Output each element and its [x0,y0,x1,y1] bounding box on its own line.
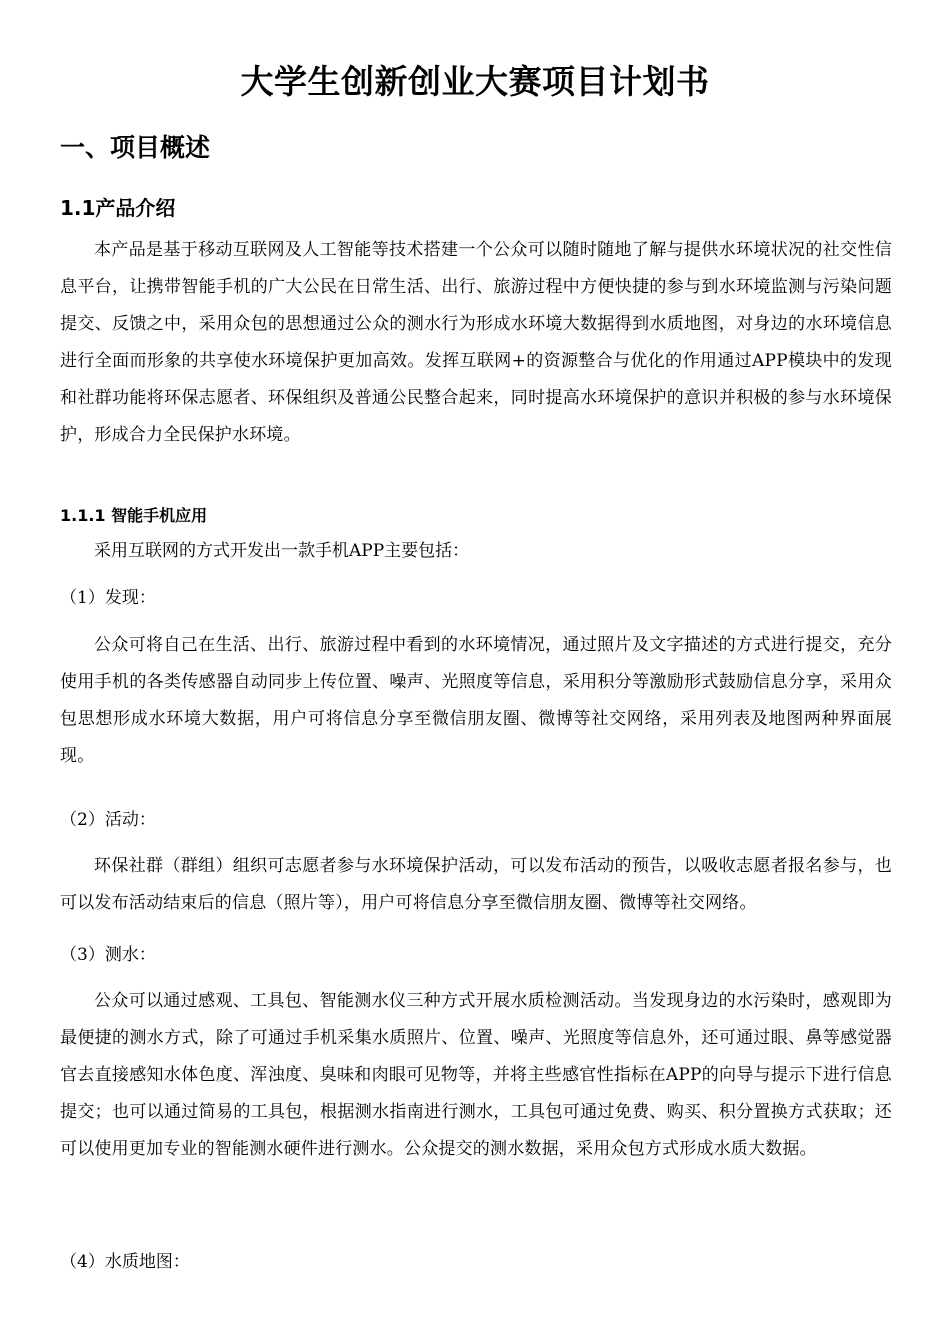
document-title: 大学生创新创业大赛项目计划书 [240,62,710,101]
item-text-activity: 环保社群（群组）组织可志愿者参与水环境保护活动，可以发布活动的预告，以吸收志愿者报名参与，也可以发布活动结束后的信息（照片等），用户可将信息分享至微信朋友圈、微博等社交网络。 [60,856,892,913]
item-label-discover: （1）发现： [60,588,156,608]
subsection-heading-smartphone-app: 1.1.1 智能手机应用 [60,506,208,525]
product-intro-paragraph: 本产品是基于移动互联网及人工智能等技术搭建一个公众可以随时随地了解与提供水环境状况的社交性信息平台，让携带智能手机的广大公民在日常生活、出行、旅游过程中方便快捷的参与到水环境监测与污染问题提交、反馈之中，采用众包的思想通过公众的测水行为形成水环境大数据得到水质地图，对身边的水环境信息进行全面而形象的共享使水环境保护更加高效。发挥互联网+的资源整合与优化的作用通过APP模块中的发现和社群功能将环保志愿者、环保组织及普通公民整合起来，同时提高水环境保护的意识并积极的参与水环境保护，形成合力全民保护水环境。 [60,240,892,445]
item-label-activity: （2）活动： [60,810,156,830]
section-heading-overview: 一、项目概述 [60,133,211,162]
item-text-water-test: 公众可以通过感观、工具包、智能测水仪三种方式开展水质检测活动。当发现身边的水污染时，感观即为最便捷的测水方式，除了可通过手机采集水质照片、位置、噪声、光照度等信息外，还可通过眼、鼻等感觉器官去直接感知水体色度、浑浊度、臭味和肉眼可见物等，并将主些感官性指标在APP的向导与提示下进行信息提交；也可以通过简易的工具包，根据测水指南进行测水，工具包可通过免费、购买、积分置换方式获取；还可以使用更加专业的智能测水硬件进行测水。公众提交的测水数据，采用众包方式形成水质大数据。 [60,991,892,1159]
app-intro-line: 采用互联网的方式开发出一款手机APP主要包括： [94,541,470,561]
item-text-discover: 公众可将自己在生活、出行、旅游过程中看到的水环境情况，通过照片及文字描述的方式进行提交，充分使用手机的各类传感器自动同步上传位置、噪声、光照度等信息，采用积分等激励形式鼓励信息分享，采用众包思想形成水环境大数据，用户可将信息分享至微信朋友圈、微博等社交网络，采用列表及地图两种界面展现。 [60,635,892,766]
item-label-water-map: （4）水质地图： [60,1252,190,1272]
item-label-water-test: （3）测水： [60,945,156,965]
subsection-heading-product-intro: 1.1产品介绍 [60,196,176,220]
